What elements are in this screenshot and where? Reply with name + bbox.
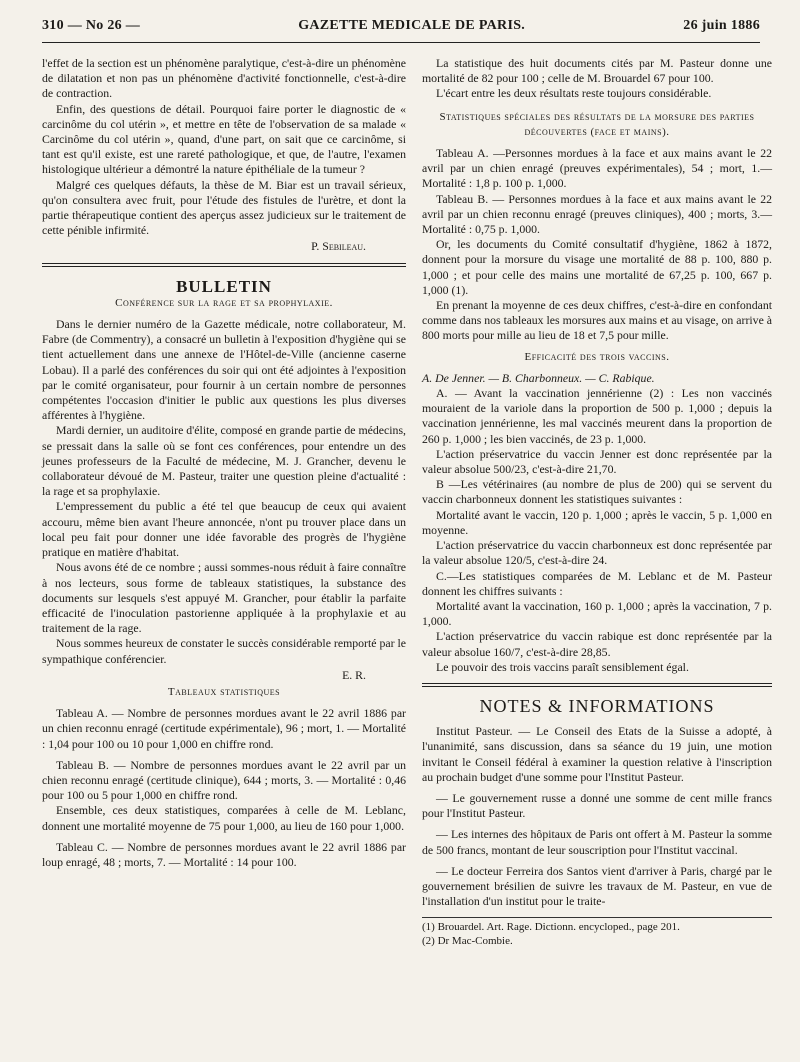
notes-paragraph: — Le docteur Ferreira dos Santos vient d'arriver à Paris, chargé par le gouvernement brésilien de suivre les travaux de M. Pasteur, en vue de l'installation d'un institut pour le traite- [422, 863, 772, 909]
efficacite-paragraph: Mortalité avant la vaccination, 160 p. 1,000 ; après la vaccination, 7 p. 1,000. [422, 598, 772, 629]
intro-signature: P. Sebileau. [311, 239, 366, 254]
stats-paragraph: Tableau B. — Personnes mordues à la face et aux mains avant le 22 avril par un chien reconnu enragé (preuves cliniques), 400 ; morts, 3.—Mortalité : 0,75 p. 1,000. [422, 191, 772, 237]
footnote: (1) Brouardel. Art. Rage. Dictionn. encycloped., page 201. [422, 921, 680, 934]
efficacite-paragraph: L'action préservatrice du vaccin rabique est donc représentée par la valeur absolue 160/7, c'est-à-dire 28,85. [422, 629, 772, 659]
section-divider [42, 263, 406, 267]
body-paragraph: La statistique des huit documents cités par M. Pasteur donne une mortalité de 82 pour 100 ; celle de M. Brouardel 67 pour 100. [422, 56, 772, 86]
efficacite-paragraph: L'action préservatrice du vaccin charbonneux est donc représentée par la valeur absolue 120/5, c'est-à-dire 24. [422, 538, 772, 568]
page-number: 310 [42, 18, 64, 33]
notes-paragraph: — Le gouvernement russe a donné une somme de cent mille francs pour l'Institut Pasteur. [422, 790, 772, 821]
table-paragraph: Tableau B. — Nombre de personnes mordues avant le 22 avril par un chien reconnu enragé (certitude clinique), 644 ; morts, 3. — Mortalité : 0,46 pour 100 ou 5 pour 1,000 en chiffre rond. [42, 757, 406, 803]
issue-number: — No 26 — [67, 18, 141, 33]
efficacite-heading: Efficacité des trois vaccins. [524, 350, 670, 363]
intro-paragraph: Malgré ces quelques défauts, la thèse de M. Biar est un travail sérieux, qu'on consultera avec fruit, pour l'étude des fistules de l'urètre, et dont la partie thérapeutique contient des aperçus assez judicieux sur le traitement de cette pénible infirmité. [42, 177, 406, 238]
efficacite-paragraph: Mortalité avant le vaccin, 120 p. 1,000 ; après le vaccin, 5 p. 1,000 en moyenne. [422, 507, 772, 537]
efficacite-paragraph: C.—Les statistiques comparées de M. Leblanc et de M. Pasteur donnent les chiffres suivants : [422, 568, 772, 598]
notes-paragraph: — Les internes des hôpitaux de Paris ont offert à M. Pasteur la somme de 500 francs, montant de leur souscription pour l'Institut vaccinal. [422, 827, 772, 857]
intro-paragraph: l'effet de la section est un phénomène paralytique, c'est-à-dire un phénomène de dilatation et non pas un phénomène d'activité fonctionnelle, c'est-à-dire de contraction. [42, 56, 406, 101]
table-paragraph: Tableau C. — Nombre de personnes mordues avant le 22 avril 1886 par loup enragé, 48 ; morts, 7. — Mortalité : 14 pour 100. [42, 839, 406, 869]
stats-paragraph: Tableau A. —Personnes mordues à la face et aux mains avant le 22 avril par un chien enragé (preuves expérimentales), 54 ; mort, 1.—Mortalité : 1,8 p. 100 p. 1,000. [422, 146, 772, 191]
bulletin-paragraph: Nous avons été de ce nombre ; aussi sommes-nous réduit à faire connaître à nos lecteurs, sous forme de tableaux statistiques, la substance des documents sur lesquels s'est appuyé M. Grancher, pour établir la parfaite efficacité de l'inoculation pastorienne appliquée à la prophylaxie et au traitement de la rage. [42, 560, 406, 636]
bulletin-title: BULLETIN [176, 276, 272, 296]
section-divider [422, 683, 772, 687]
body-paragraph: L'écart entre les deux résultats reste toujours considérable. [436, 86, 712, 101]
page-header [42, 18, 760, 40]
efficacite-paragraph: A. — Avant la vaccination jennérienne (2) : Les non vaccinés mouraient de la variole dans la proportion de 500 p. 1,000 ; depuis la vaccination jennérienne, les mal vaccinés meurent dans la proportion de 260 p. 1,000 ; les bien vaccinés, de 23 p. 1,000. [422, 386, 772, 446]
stats-paragraph: En prenant la moyenne de ces deux chiffres, c'est-à-dire en confondant comme dans nos tableaux les morsures aux mains et au visage, on arrive à 800 morts pour mille au lieu de 18 et 7,5 pour mille. [422, 298, 772, 343]
bulletin-paragraph: Dans le dernier numéro de la Gazette médicale, notre collaborateur, M. Fabre (de Commentry), a consacré un bulletin à l'exposition d'hygiène qui se tient actuellement dans une annexe de l'Hôtel-de-Ville (ancienne caserne Lobau). Il a parlé des conférences du soir qui ont été adjointes à l'exposition par le comité organisateur, pour fournir à un certain nombre de personnes compétentes l'occasion d'initier le public aux questions les plus diverses afférentes à l'hygiène. [42, 317, 406, 423]
right-column [422, 56, 772, 948]
issue-date: 26 juin 1886 [683, 18, 760, 33]
bulletin-paragraph: Nous sommes heureux de constater le succès considérable remporté par le sympathique conférencier. [42, 636, 406, 666]
efficacite-paragraph: Le pouvoir des trois vaccins paraît sensiblement égal. [436, 659, 689, 674]
footnote: (2) Dr Mac-Combie. [422, 935, 513, 948]
vaccins-line: A. De Jenner. — B. Charbonneux. — C. Rabique. [422, 370, 655, 385]
bulletin-paragraph: L'empressement du public a été tel que beaucup de ceux qui avaient accouru, même bien avant l'heure annoncée, n'ont pu trouver place dans un local peu fait pour donner une idée favorable des progrès de l'hygiène pratique en matière d'habitat. [42, 499, 406, 560]
efficacite-paragraph: B —Les vétérinaires (au nombre de plus de 200) qui se servent du vaccin charbonneux donnent les statistiques suivantes : [422, 477, 772, 507]
notes-title: NOTES & INFORMATIONS [479, 695, 715, 716]
publication-title: GAZETTE MEDICALE DE PARIS. [298, 18, 526, 33]
bulletin-paragraph: Mardi dernier, un auditoire d'élite, composé en grande partie de médecins, se pressait dans la salle où se font ces conférences, pour entendre un des jeunes professeurs de la Faculté de médecine, M. J. Grancher, devenu le collaborateur dévoué de M. Pasteur, traiter une question pleine d'actualité : la rage et sa prophylaxie. [42, 423, 406, 499]
tables-heading: Tableaux statistiques [167, 685, 281, 698]
footnotes [422, 917, 772, 948]
efficacite-paragraph: L'action préservatrice du vaccin Jenner est donc représentée par la valeur absolue 500/23, c'est-à-dire 21,70. [422, 446, 772, 477]
intro-paragraph: Enfin, des questions de détail. Pourquoi faire porter le diagnostic de « carcinôme du col utérin », et mettre en tête de l'observation de sa malade « Carcinôme du col utérin », quand, d'une part, on sait que ce carcinôme, si tant est qu'il existe, est une rareté pathologique, et que, de l'autre, l'examen histologique ultérieur a démontré la nature épithéliale de la tumeur ? [42, 101, 406, 177]
table-paragraph: Ensemble, ces deux statistiques, comparées à celle de M. Leblanc, donnent une mortalité moyenne de 75 pour 1,000, au lieu de 160 pour 1,000. [42, 803, 406, 833]
left-column [42, 56, 406, 870]
table-paragraph: Tableau A. — Nombre de personnes mordues avant le 22 avril 1886 par un chien reconnu enragé (certitude expérimentale), 96 ; mort, 1. — Mortalité : 1,04 pour 100 ou 10 pour 1,000 en chiffre rond. [42, 706, 406, 751]
notes-paragraph: Institut Pasteur. — Le Conseil des Etats de la Suisse a adopté, à l'unanimité, sans discussion, dans sa séance du 19 juin, une motion invitant le Conseil fédéral à examiner la question relative à l'inscription au prochain budget d'une somme pour l'Institut Pasteur. [422, 724, 772, 784]
bulletin-signature: E. R. [342, 667, 366, 682]
stats-heading: Statistiques spéciales des résultats de la morsure des parties découvertes (face et mains). [439, 110, 755, 138]
header-rule [42, 42, 760, 43]
bulletin-subtitle: Conférence sur la rage et sa prophylaxie. [115, 296, 333, 309]
stats-paragraph: Or, les documents du Comité consultatif d'hygiène, 1862 à 1872, donnent pour la morsure du visage une mortalité de 88 p. 100, 880 p. 1,000 ; et pour celle des mains une mortalité de 67,25 p. 100, 667 p. 1,000 (1). [422, 237, 772, 297]
page-number-issue [42, 18, 140, 34]
